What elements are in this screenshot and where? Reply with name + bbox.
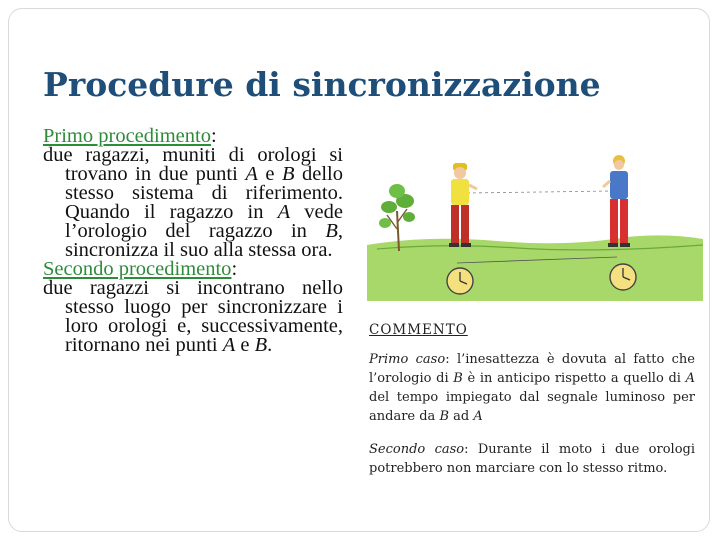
- second-procedure-heading: Secondo procedimento: [43, 258, 232, 280]
- second-text-end: .: [267, 334, 273, 356]
- second-case-comment: [369, 440, 695, 478]
- point-a: A: [277, 201, 291, 223]
- synchronization-illustration: [367, 149, 703, 301]
- clock-b-icon: [610, 264, 636, 290]
- first-procedure-text: [43, 146, 343, 260]
- first-case-text4: ad: [449, 409, 474, 424]
- second-procedure-text: [43, 279, 343, 355]
- second-procedure-colon: :: [231, 258, 238, 280]
- point-b: B: [439, 409, 450, 424]
- first-text-start: due ragazzi, muniti di orologi si trovano in due punti: [43, 144, 343, 185]
- point-b: B: [281, 163, 295, 185]
- first-procedure-heading: Primo procedimento: [43, 125, 211, 147]
- point-a: A: [245, 163, 258, 185]
- first-case-comment: [369, 350, 695, 426]
- first-procedure-colon: :: [210, 125, 217, 147]
- first-text-end: dello stesso sistema di riferimento. Quando il ragazzo in: [65, 163, 343, 223]
- first-case-text2: è in anticipo rispetto a quello di: [462, 371, 686, 386]
- second-text-mid: e: [235, 334, 255, 356]
- point-b: B: [325, 220, 338, 242]
- grass: [367, 235, 703, 301]
- point-a: A: [222, 334, 236, 356]
- page-title: Procedure di sincronizzazione: [43, 65, 601, 104]
- second-case-label: Secondo caso: [369, 442, 465, 457]
- point-b: B: [254, 334, 268, 356]
- first-text-end2: vede l’orologio del ragazzo in: [65, 201, 343, 242]
- procedures-text: [43, 127, 343, 355]
- point-b: B: [453, 371, 463, 386]
- second-text-start: due ragazzi si incontrano nello stesso luogo per sincronizzare i loro orologi e, successivamente, ritornano nei punti: [43, 277, 343, 356]
- comment-box: [369, 321, 695, 478]
- point-a: A: [473, 409, 483, 424]
- first-text-end3: , sincronizza il suo alla stessa ora.: [65, 220, 343, 261]
- slide: [8, 8, 710, 532]
- first-case-label: Primo caso: [369, 352, 446, 367]
- second-case-text: : Durante il moto i due orologi potrebbero non marciare con lo stesso ritmo.: [369, 442, 696, 476]
- clock-a-icon: [447, 268, 473, 294]
- point-a: A: [685, 371, 696, 386]
- first-text-mid: e: [257, 163, 282, 185]
- first-case-text3: del tempo impiegato dal segnale luminoso per andare da: [369, 390, 695, 424]
- comment-heading: COMMENTO: [369, 322, 468, 338]
- first-case-text1: : l’inesattezza è dovuta al fatto che l’orologio di: [369, 352, 695, 386]
